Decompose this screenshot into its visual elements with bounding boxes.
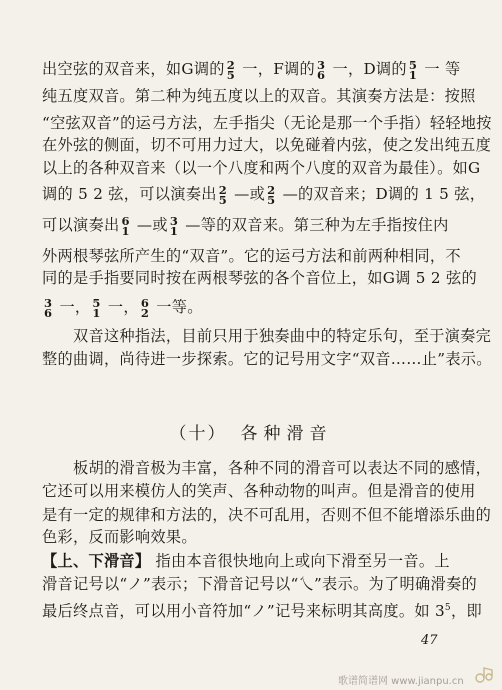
section-title: 各种滑音 xyxy=(240,424,333,444)
text-line xyxy=(42,135,492,155)
note-digit: 2 xyxy=(267,183,276,197)
text-line xyxy=(42,183,486,207)
term-label: 【上、下滑音】 xyxy=(42,552,151,570)
text-line xyxy=(42,505,492,525)
double-stop-notation xyxy=(219,185,227,205)
double-stop-notation xyxy=(141,298,149,318)
text-run: 出空弦的双音来，如G调的 xyxy=(42,60,225,78)
note-digit: 5 xyxy=(226,68,236,82)
note-digit: 6 xyxy=(140,296,150,310)
page-number: 47 xyxy=(421,633,438,648)
text-run: 一， xyxy=(102,298,139,316)
text-run: 滑音记号以“ノ”表示；下滑音记号以“乀”表示。为了明确滑奏的 xyxy=(42,575,477,593)
text-line xyxy=(42,574,477,594)
text-run: 色彩，反而影响效果。 xyxy=(42,528,197,546)
watermark-logo-icon xyxy=(474,666,496,684)
note-digit: 6 xyxy=(121,214,130,228)
text-run: —或 xyxy=(229,185,266,203)
text-run: 是有一定的规律和方法的，决不可乱用，否则不但不能增添乐曲的 xyxy=(42,506,492,524)
note-digit: 2 xyxy=(226,58,236,72)
text-run: —的双音来；D调的 1 5 弦， xyxy=(277,185,486,203)
text-run: 一，D调的 xyxy=(327,60,407,78)
text-line xyxy=(42,158,481,178)
text-line xyxy=(42,349,492,369)
text-run: 以上的各种双音来（以一个八度和两个八度的双音为最佳）。如G xyxy=(42,159,481,177)
text-run: “空弦双音”的运弓方法，左手指尖（无论是那一个手指）轻轻地按 xyxy=(42,114,492,132)
text-line xyxy=(42,551,462,571)
note-digit: 5 xyxy=(92,296,101,310)
section-heading xyxy=(0,419,502,444)
double-stop-notation xyxy=(170,216,178,236)
text-line xyxy=(42,215,462,236)
text-run: 外两根琴弦所产生的“双音”。它的运弓方法和前两种相同，不 xyxy=(42,247,461,265)
text-run: 可以演奏出 xyxy=(42,216,120,234)
text-run: 同的是手指要同时按在两根琴弦的各个音位上，如G调 5 2 弦的 xyxy=(42,269,477,287)
note-digit: 3 xyxy=(44,296,53,310)
text-run: 纯五度双音。第二种为纯五度以上的双音。其演奏方法是：按照 xyxy=(42,87,476,105)
note-digit: 1 xyxy=(121,224,130,238)
text-line xyxy=(42,297,462,318)
note-digit: 3 xyxy=(317,58,326,72)
text-run: —或 xyxy=(131,216,168,234)
note-digit: 1 xyxy=(408,68,418,82)
text-run: 指由本音很快地向上或向下滑至另一音。上 xyxy=(150,552,450,570)
note-digit: 5 xyxy=(218,193,228,207)
text-run: 一，F调的 xyxy=(237,60,316,78)
text-line xyxy=(42,86,476,106)
text-line xyxy=(42,458,492,478)
note-digit: 2 xyxy=(218,183,228,197)
text-run: ，即 xyxy=(450,602,482,621)
text-run: 一 等 xyxy=(419,60,461,78)
text-run: 在外弦的侧面，切不可用力过大，以免碰着内弦，使之发出纯五度 xyxy=(42,136,492,154)
text-line xyxy=(42,246,462,266)
double-stop-notation xyxy=(92,298,100,318)
note-digit: 6 xyxy=(317,68,326,82)
text-run: 一等。 xyxy=(151,298,203,316)
text-line xyxy=(42,598,482,621)
text-line xyxy=(42,326,492,346)
text-run: 它还可以用来模仿人的笑声、各种动物的叫声。但是滑音的使用 xyxy=(42,482,476,500)
text-run: 双音这种指法，目前只用于独奏曲中的特定乐句，至于演奏完 xyxy=(42,327,492,345)
text-line xyxy=(42,59,462,80)
note-digit: 1 xyxy=(169,224,179,238)
watermark: 歌谱简谱网 www.jianpu.cn xyxy=(338,676,464,687)
text-run: 整的曲调，尚待进一步探索。它的记号用文字“双音……止”表示。 xyxy=(42,350,492,368)
grace-note: 5 xyxy=(444,603,451,613)
text-line xyxy=(42,113,492,133)
double-stop-notation xyxy=(267,185,275,205)
double-stop-notation xyxy=(227,60,235,80)
text-run: 板胡的滑音极为丰富，各种不同的滑音可以表达不同的感情， xyxy=(42,459,492,477)
note-digit: 6 xyxy=(44,306,53,320)
double-stop-notation xyxy=(409,60,417,80)
note-digit: 2 xyxy=(140,306,150,320)
text-line xyxy=(42,481,476,501)
note-digit: 1 xyxy=(92,306,101,320)
text-run: 调的 5 2 弦，可以演奏出 xyxy=(42,185,217,203)
text-run: 最后终点音，可以用小音符加“ノ”记号来标明其高度。如 3 xyxy=(42,602,445,621)
double-stop-notation xyxy=(44,298,52,318)
text-run: —等的双音来。第三种为左手指按住内 xyxy=(180,216,449,234)
section-number: （十） xyxy=(169,424,227,444)
double-stop-notation xyxy=(121,216,129,236)
double-stop-notation xyxy=(317,60,325,80)
note-digit: 5 xyxy=(408,58,418,72)
note-digit: 3 xyxy=(169,214,179,228)
text-run: 一， xyxy=(54,298,91,316)
note-digit: 5 xyxy=(267,193,276,207)
text-line xyxy=(42,527,462,547)
text-line xyxy=(42,268,477,288)
